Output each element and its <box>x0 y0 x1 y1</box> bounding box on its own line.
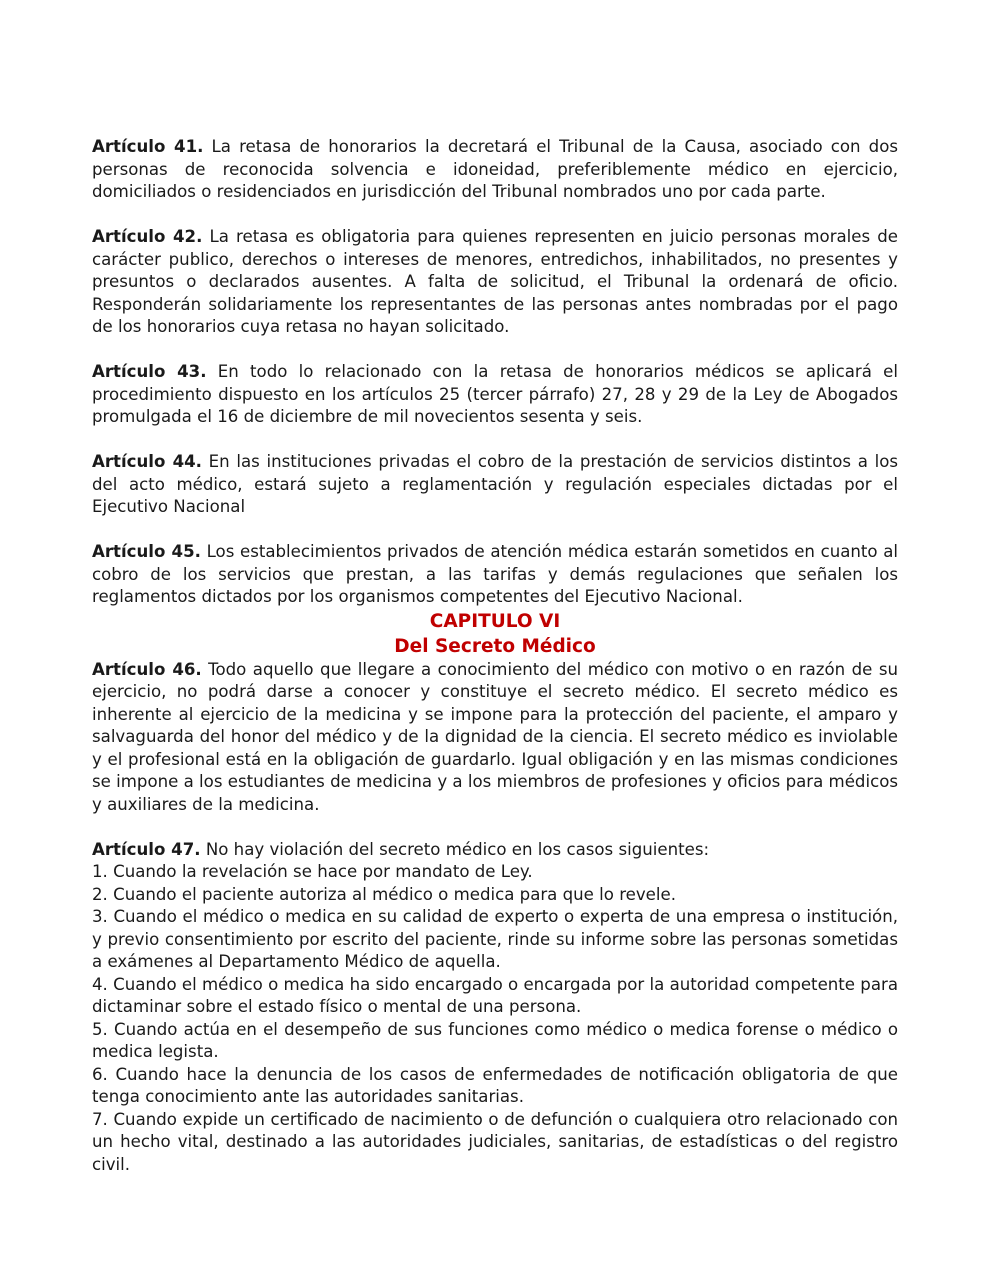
article-41 <box>92 136 898 204</box>
article-text: La retasa es obligatoria para quienes representen en juicio personas morales de carácter publico, derechos o intereses de menores, entredichos, inhabilitados, no presentes y presuntos o declarados ausentes. A falta de solicitud, el Tribunal la ordenará de oficio. Responderán solidariamente los representantes de las personas antes nombradas por el pago de los honorarios cuya retasa no hayan solicitado. <box>92 227 899 336</box>
article-text: La retasa de honorarios la decretará el Tribunal de la Causa, asociado con dos personas de reconocida solvencia e idoneidad, preferiblemente médico en ejercicio, domiciliados o residenciados en jurisdicción del Tribunal nombrados uno por cada parte. <box>92 137 898 201</box>
list-item: 4. Cuando el médico o medica ha sido encargado o encargada por la autoridad competente para dictaminar sobre el estado físico o mental de una persona. <box>92 974 898 1016</box>
article-number: Artículo 45. <box>92 542 201 561</box>
article-46 <box>92 659 898 817</box>
chapter-title: CAPITULO VI <box>429 610 561 632</box>
article-text: En las instituciones privadas el cobro de la prestación de servicios distintos a los del acto médico, estará sujeto a reglamentación y regulación especiales dictadas por el Ejecutivo Nacional <box>92 452 898 516</box>
chapter-subtitle: Del Secreto Médico <box>394 635 596 657</box>
list-item: 1. Cuando la revelación se hace por mandato de Ley. <box>92 862 533 881</box>
article-text: En todo lo relacionado con la retasa de honorarios médicos se aplicará el procedimiento dispuesto en los artículos 25 (tercer párrafo) 27, 28 y 29 de la Ley de Abogados promulgada el 16 de diciembre de mil novecientos sesenta y seis. <box>92 362 898 426</box>
list-item: 6. Cuando hace la denuncia de los casos de enfermedades de notificación obligatoria de que tenga conocimiento ante las autoridades sanitarias. <box>92 1064 898 1106</box>
list-item: 2. Cuando el paciente autoriza al médico o medica para que lo revele. <box>92 884 676 904</box>
article-number: Artículo 46. <box>92 659 202 679</box>
article-47 <box>92 839 898 862</box>
document-page <box>92 136 898 1176</box>
article-text: Los establecimientos privados de atención médica estarán sometidos en cuanto al cobro de los servicios que prestan, a las tarifas y demás regulaciones que señalen los reglamentos dictados por los organismos competentes del Ejecutivo Nacional. <box>92 542 898 606</box>
list-item: 7. Cuando expide un certificado de nacimiento o de defunción o cualquiera otro relacionado con un hecho vital, destinado a las autoridades judiciales, sanitarias, de estadísticas o del registro civil. <box>92 1109 898 1174</box>
article-number: Artículo 43. <box>92 362 207 381</box>
article-45 <box>92 541 898 609</box>
article-44 <box>92 451 898 519</box>
article-text: Todo aquello que llegare a conocimiento del médico con motivo o en razón de su ejercicio, no podrá darse a conocer y constituye el secreto médico. El secreto médico es inherente al ejercicio de la medicina y se impone para la protección del paciente, el amparo y salvaguarda del honor del médico y de la dignidad de la ciencia. El secreto médico es inviolable y el profesional está en la obligación de guardarlo. Igual obligación y en las mismas condiciones se impone a los estudiantes de medicina y a los miembros de profesiones y oficios para médicos y auxiliares de la medicina. <box>92 659 898 814</box>
list-item: 3. Cuando el médico o medica en su calidad de experto o experta de una empresa o institución, y previo consentimiento por escrito del paciente, rinde su informe sobre las personas sometidas a exámenes al Departamento Médico de aquella. <box>92 907 898 971</box>
article-43 <box>92 361 898 429</box>
list-item: 5. Cuando actúa en el desempeño de sus funciones como médico o medica forense o médico o medica legista. <box>92 1019 898 1061</box>
article-number: Artículo 41. <box>92 137 204 156</box>
article-42 <box>92 226 898 339</box>
article-number: Artículo 42. <box>92 227 203 246</box>
article-text: No hay violación del secreto médico en los casos siguientes: <box>200 839 710 859</box>
article-number: Artículo 47. <box>92 839 201 859</box>
article-number: Artículo 44. <box>92 452 202 471</box>
